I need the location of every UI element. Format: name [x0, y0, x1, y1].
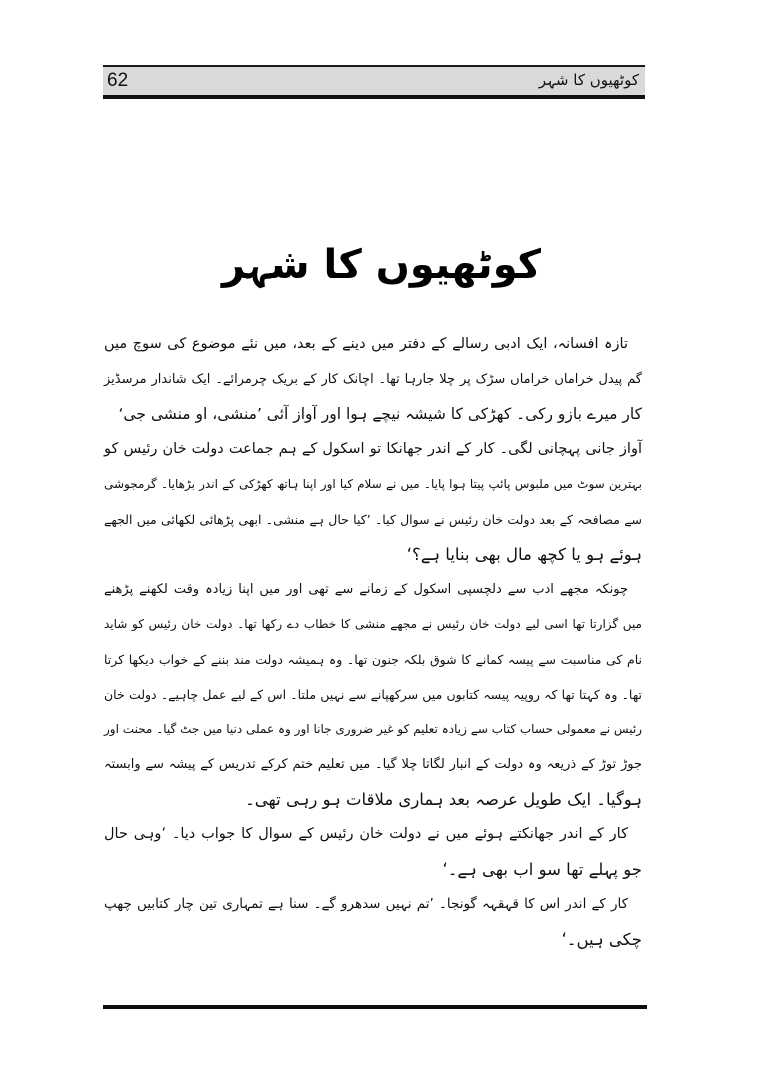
text-line: جو پہلے تھا سو اب بھی ہے۔‘	[442, 860, 642, 879]
footer-rule	[103, 1005, 647, 1009]
text-line: رئیس نے معمولی حساب کتاب سے زیادہ تعلیم کو غیر ضروری جانا اور وہ عملی دنیا میں جٹ گیا۔ محنت اور	[104, 722, 642, 736]
text-line: میں گزارتا تھا اسی لیے دولت خان رئیس نے مجھے منشی کا خطاب دے رکھا تھا۔ دولت خان رئیس کو شاید	[104, 617, 642, 631]
paragraph	[104, 572, 642, 817]
text-line: تازہ افسانہ، ایک ادبی رسالے کے دفتر میں دینے کے بعد، میں نئے موضوع کی سوچ میں	[104, 336, 628, 352]
text-line: ہوئے ہو یا کچھ مال بھی بنایا ہے؟‘	[406, 545, 642, 564]
text-line: تھا۔ وہ کہتا تھا کہ روپیہ پیسہ کتابوں میں سرکھپانے سے نہیں ملتا۔ اس کے لیے عمل چاہیے۔ دولت خان	[104, 687, 642, 702]
story-body	[104, 327, 642, 957]
text-line: بہترین سوٹ میں ملبوس پائپ پیتا ہوا پایا۔ میں نے سلام کیا اور اپنا ہاتھ کھڑکی کے اندر بڑھایا۔ گرمجوشی	[104, 477, 642, 491]
text-line: ہوگیا۔ ایک طویل عرصہ بعد ہماری ملاقات ہو رہی تھی۔	[245, 790, 642, 809]
text-line: سے مصافحہ کے بعد دولت خان رئیس نے سوال کیا۔ ’کیا حال ہے منشی۔ ابھی پڑھائی لکھائی میں الجھے	[104, 512, 642, 527]
text-line: آواز جانی پہچانی لگی۔ کار کے اندر جھانکا تو اسکول کے ہم جماعت دولت خان رئیس کو	[104, 441, 642, 457]
text-line: چونکہ مجھے ادب سے دلچسپی اسکول کے زمانے سے تھی اور میں اپنا زیادہ وقت لکھنے پڑھنے	[104, 582, 628, 597]
text-line: چکی ہیں۔‘	[561, 930, 642, 949]
page-number: 62	[107, 70, 129, 91]
paragraph	[104, 327, 642, 432]
paragraph	[104, 817, 642, 887]
chapter-title: کوٹھیوں کا شہر	[221, 242, 542, 288]
text-line: کار میرے بازو رکی۔ کھڑکی کا شیشہ نیچے ہوا اور آواز آئی ’منشی، او منشی جی‘	[118, 405, 642, 423]
text-line: نام کی مناسبت سے پیسہ کمانے کا شوق بلکہ جنون تھا۔ وہ ہمیشہ دولت مند بننے کے خواب دیکھا کرتا	[104, 652, 642, 667]
running-title: کوٹھیوں کا شہر	[538, 71, 639, 89]
text-line: کار کے اندر اس کا قہقہہ گونجا۔ ’تم نہیں سدھرو گے۔ سنا ہے تمہاری تین چار کتابیں چھپ	[104, 896, 628, 912]
paragraph	[104, 432, 642, 572]
text-line: جوڑ توڑ کے ذریعہ وہ دولت کے انبار لگاتا چلا گیا۔ میں تعلیم ختم کرکے تدریس کے پیشہ سے وابستہ	[104, 757, 642, 772]
text-line: کار کے اندر جھانکتے ہوئے میں نے دولت خان رئیس کے سوال کا جواب دیا۔ ’وہی حال	[104, 826, 628, 842]
text-line: گم پیدل خراماں خراماں سڑک پر چلا جارہا تھا۔ اچانک کار کے بریک چرمرائے۔ ایک شاندار مرسڈیز	[104, 372, 642, 387]
running-header	[103, 65, 645, 99]
paragraph	[104, 887, 642, 957]
